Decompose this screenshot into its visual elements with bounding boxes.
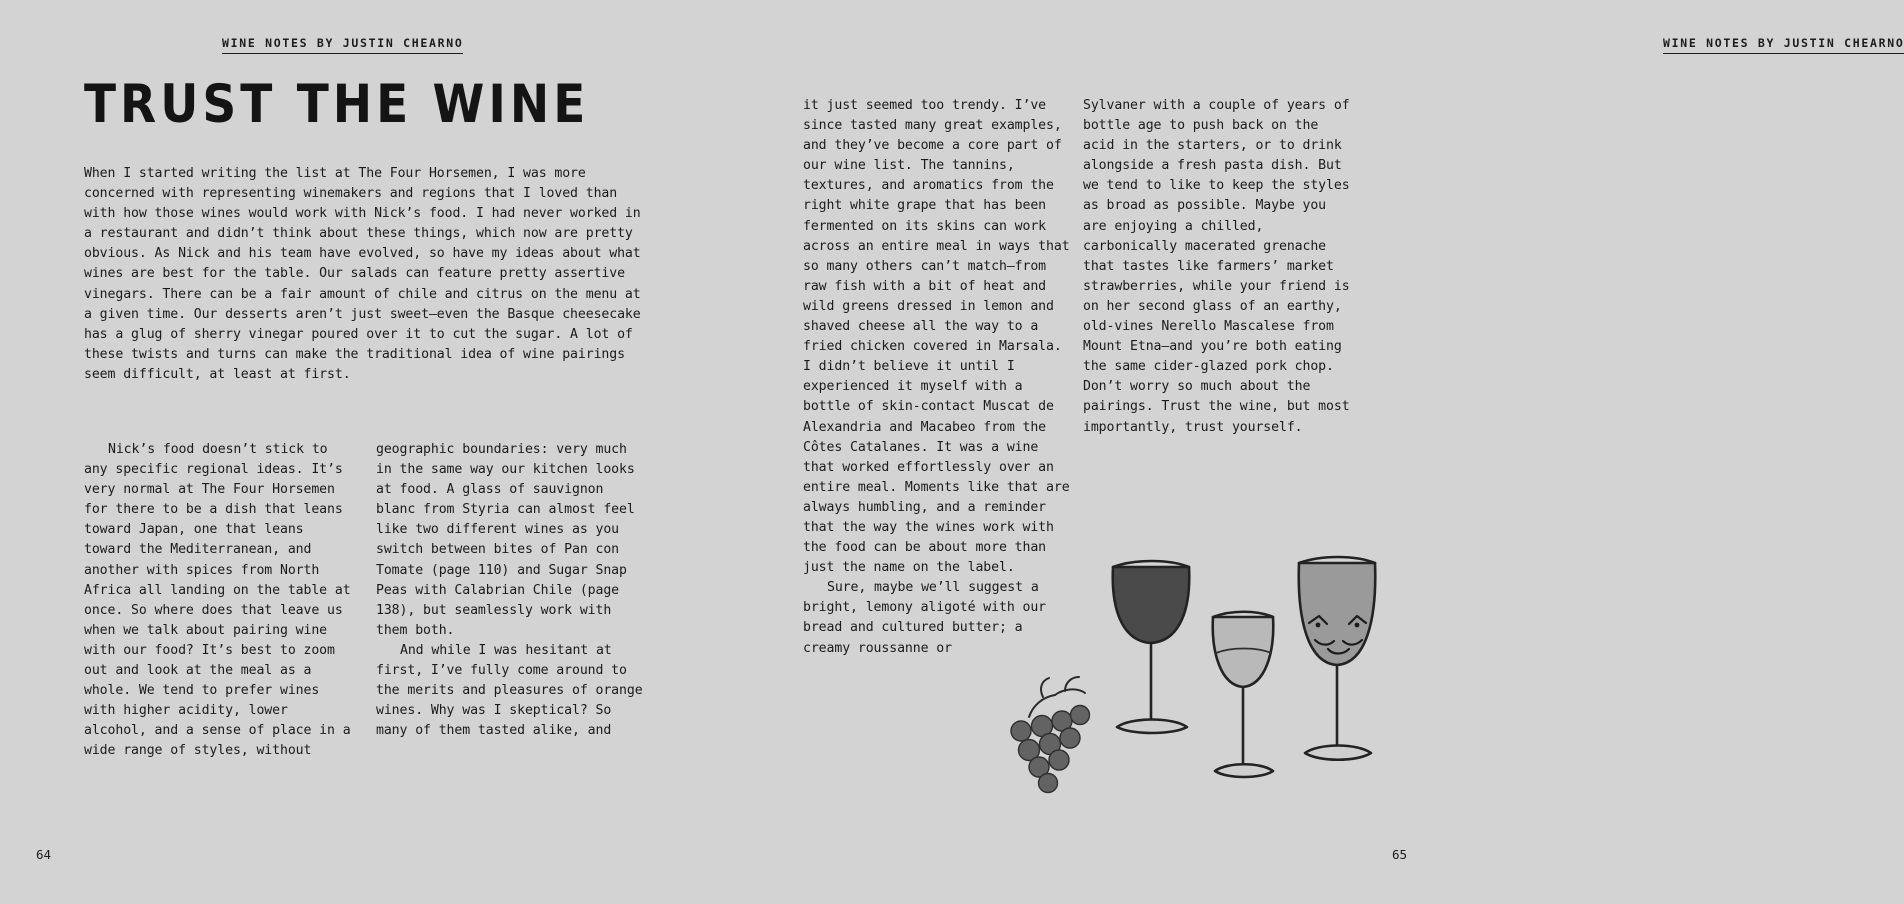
right-column-one-paragraph-a: it just seemed too trendy. I’ve since tasted many great examples, and they’ve become a core part of our wine list. The tannins, textures, and aromatics from the right white grape that has been fermented on its skins can work across an entire meal in ways that so many others can’t match—from raw fish with a bit of heat and wild greens dressed in lemon and shaved cheese all the way to a fried chicken covered in Marsala. I didn’t believe it until I experienced it myself with a bottle of skin-contact Muscat de Alexandria and Macabeo from the Côtes Catalanes. It was a wine that worked effortlessly over an entire meal. Moments like that are always humbling, and a reminder that the way the wines work with the food can be about more than just the name on the label. [803, 98, 1070, 576]
page-title: TRUST THE WINE [84, 74, 590, 136]
left-column-one [84, 440, 352, 762]
white-wine-glass [1213, 612, 1274, 777]
left-column-two [376, 440, 644, 762]
left-page-columns [84, 440, 644, 762]
folio-right: 65 [1391, 847, 1407, 862]
grape-cluster [1011, 677, 1090, 793]
red-wine-glass [1113, 561, 1189, 733]
intro-paragraph-block [84, 164, 642, 385]
left-column-two-paragraph-b: And while I was hesitant at first, I’ve fully come around to the merits and pleasures of orange wines. Why was I skeptical? So many of them tasted alike, and [376, 642, 643, 739]
face-wine-glass [1299, 557, 1375, 760]
running-head-left: WINE NOTES BY JUSTIN CHEARNO [222, 36, 463, 54]
left-column-one-paragraph: Nick’s food doesn’t stick to any specific regional ideas. It’s very normal at The Four Horsemen for there to be a dish that leans toward Japan, one that leans toward the Mediterranean, and another with spices from North Africa all landing on the table at once. So where does that leave us when we talk about pairing wine with our food? It’s best to zoom out and look at the meal as a whole. We tend to prefer wines with higher acidity, lower alcohol, and a sense of place in a wide range of styles, without [84, 442, 351, 759]
intro-paragraph: When I started writing the list at The Four Horsemen, I was more concerned with representing winemakers and regions that I loved than with how those wines would work with Nick’s food. I had never worked in a restaurant and didn’t think about these things, which now are pretty obvious. As Nick and his team have evolved, so have my ideas about what wines are best for the table. Our salads can feature pretty assertive vinegars. There can be a fair amount of chile and citrus on the menu at a given time. Our desserts aren’t just sweet—even the Basque cheesecake has a glug of sherry vinegar poured over it to cut the sugar. A lot of these twists and turns can make the traditional idea of wine pairings seem difficult, at least at first. [84, 166, 641, 382]
right-column-one-paragraph-b: Sure, maybe we’ll suggest a bright, lemony aligoté with our bread and cultured butter; a creamy roussanne or [803, 580, 1047, 656]
right-column-two [1083, 96, 1351, 438]
running-head-right: WINE NOTES BY JUSTIN CHEARNO [1663, 36, 1904, 54]
left-column-two-paragraph-a: geographic boundaries: very much in the same way our kitchen looks at food. A glass of sauvignon blanc from Styria can almost feel like two different wines as you switch between bites of Pan con Tomate (page 110) and Sugar Snap Peas with Calabrian Chile (page 138), but seamlessly work with them both. [376, 442, 635, 638]
left-page [0, 0, 722, 904]
folio-left: 64 [36, 847, 52, 862]
right-column-two-paragraph: Sylvaner with a couple of years of bottle age to push back on the acid in the starters, or to drink alongside a fresh pasta dish. But we tend to like to keep the styles as broad as possible. Maybe you are enjoying a chilled, carbonically macerated grenache that tastes like farmers’ market strawberries, while your friend is on her second glass of an earthy, old-vines Nerello Mascalese from Mount Etna—and you’re both eating the same cider-glazed pork chop. Don’t worry so much about the pairings. Trust the wine, but most importantly, trust yourself. [1083, 98, 1350, 435]
wine-glasses-and-grapes-illustration [985, 545, 1405, 835]
